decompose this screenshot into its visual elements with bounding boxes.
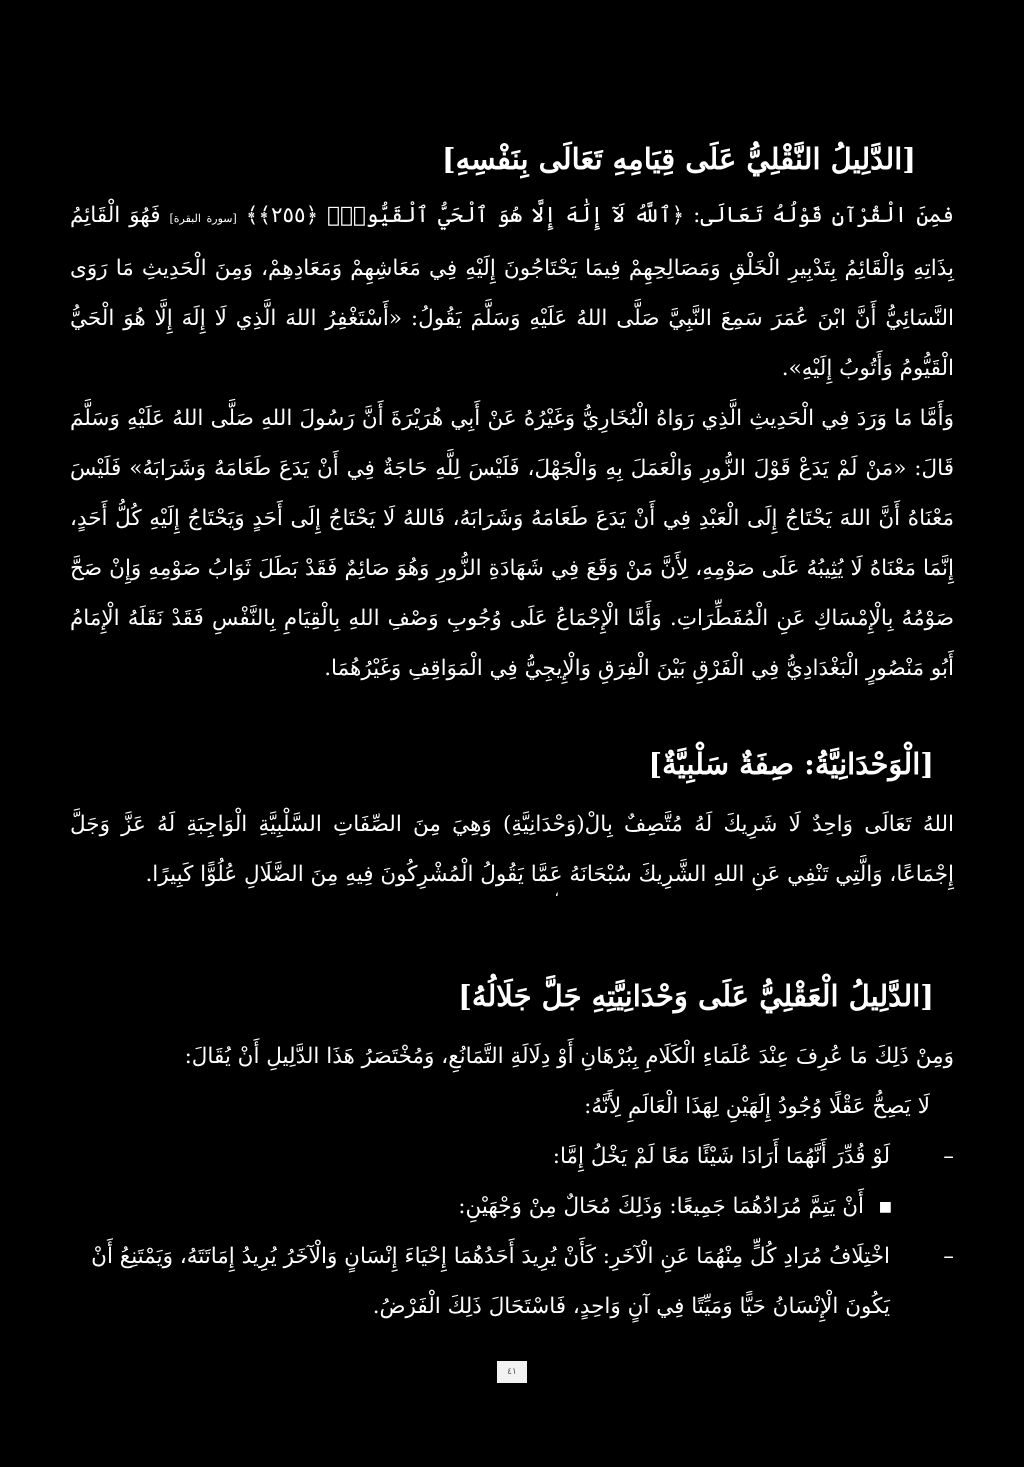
list-item-text: أَنْ يَتِمَّ مُرَادُهُمَا جَمِيعًا: وَذَلِكَ مُحَالٌ مِنْ وَجْهَيْنِ: bbox=[458, 1194, 864, 1219]
list-item bbox=[70, 1132, 954, 1182]
argument-list bbox=[70, 1132, 954, 1332]
section-heading-wahdaniyya: [الْوَحْدَانِيَّةُ: صِفَةٌ سَلْبِيَّةٌ] bbox=[648, 747, 934, 781]
paragraph-continuation: فَهُوَ الْقَائِمُ بِذَاتِهِ وَالْقَائِمُ بِتَدْبِيرِ الْخَلْقِ وَمَصَالِحِهِمْ فِيمَا يَحْتَاجُونَ إِلَيْهِ فِي مَعَاشِهِمْ وَمَعَادِهِمْ، وَمِنَ الْحَدِيثِ مَا رَوَى النَّسَائِيُّ أَنَّ ابْنَ عُمَرَ سَمِعَ النَّبِيَّ صَلَّى اللهُ عَلَيْهِ وَسَلَّمَ يَقُولُ: «أَسْتَغْفِرُ اللهَ الَّذِي لَا إِلَهَ إِلَّا هُوَ الْحَيُّ الْقَيُّومُ وَأَتُوبُ إِلَيْهِ». bbox=[70, 203, 954, 381]
square-bullet-icon: ■ bbox=[878, 1199, 892, 1215]
list-item bbox=[70, 1182, 954, 1232]
section-heading-rational-evidence: [الدَّلِيلُ الْعَقْلِيُّ عَلَى وَحْدَانِيَّتِهِ جَلَّ جَلَالُهُ] bbox=[458, 979, 934, 1013]
quran-verse-text: فمِنَ الْقُرْآنِ قَوْلُهُ تَعَالَى: ﴿ٱللَّهُ لَآ إِلَٰهَ إِلَّا هُوَ ٱلْحَيُّ ٱلْقَيُّومُۚ ﴿٢٥٥﴾﴾ bbox=[245, 203, 954, 228]
paragraph-wahdaniyya: اللهُ تَعَالَى وَاحِدٌ لَا شَرِيكَ لَهُ مُتَّصِفٌ بِالْ(وَحْدَانِيَّةِ) وَهِيَ مِنَ الصِّفَاتِ السَّلْبِيَّةِ الْوَاجِبَةِ لَهُ عَزَّ وَجَلَّ إِجْمَاعًا، وَالَّتِي تَنْفِي عَنِ اللهِ الشَّرِيكَ سُبْحَانَهُ عَمَّا يَقُولُ الْمُشْرِكُونَ فِيهِ مِنَ الضَّلَالِ عُلُوًّا كَبِيرًا. bbox=[70, 812, 954, 887]
section-heading-qiyam: [الدَّلِيلُ النَّقْلِيُّ عَلَى قِيَامِهِ تَعَالَى بِنَفْسِهِ] bbox=[441, 142, 916, 176]
dash-bullet-icon: – bbox=[943, 1144, 954, 1169]
stray-mark: ، bbox=[554, 884, 559, 900]
page-content bbox=[70, 135, 954, 1332]
list-item-text: اخْتِلَافُ مُرَادِ كُلٍّ مِنْهُمَا عَنِ الْآخَرِ: كَأَنْ يُرِيدَ أَحَدُهُمَا إِحْيَاءَ إِنْسَانٍ وَالْآخَرُ يُرِيدُ إِمَاتَتَهُ، وَيَمْتَنِعُ أَنْ يَكُونَ الْإِنْسَانُ حَيًّا وَمَيِّتًا فِي آنٍ وَاحِدٍ، فَاسْتَحَالَ ذَلِكَ الْفَرْضُ. bbox=[91, 1244, 890, 1319]
paragraph-quran-evidence bbox=[70, 191, 954, 394]
paragraph-tamanu-claim: لَا يَصِحُّ عَقْلًا وُجُودُ إِلَهَيْنِ لِهَذَا الْعَالَمِ لِأَنَّهُ: bbox=[584, 1094, 930, 1119]
list-item bbox=[70, 1232, 954, 1332]
dash-bullet-icon: – bbox=[943, 1244, 954, 1269]
page-number-badge: ٤١ bbox=[497, 1361, 527, 1383]
paragraph-tamanu-intro: وَمِنْ ذَلِكَ مَا عُرِفَ عِنْدَ عُلَمَاءِ الْكَلَامِ بِبُرْهَانِ أَوْ دِلَالَةِ التَّمَانُعِ، وَمُخْتَصَرُ هَذَا الدَّلِيلِ أَنْ يُقَالَ: bbox=[184, 1044, 954, 1069]
list-item-text: لَوْ قُدِّرَ أَنَّهُمَا أَرَادَا شَيْئًا مَعًا لَمْ يَخْلُ إِمَّا: bbox=[552, 1144, 890, 1169]
paragraph-hadith-explanation: وَأَمَّا مَا وَرَدَ فِي الْحَدِيثِ الَّذِي رَوَاهُ الْبُخَارِيُّ وَغَيْرُهُ عَنْ أَبِي هُرَيْرَةَ أَنَّ رَسُولَ اللهِ صَلَّى اللهُ عَلَيْهِ وَسَلَّمَ قَالَ: «مَنْ لَمْ يَدَعْ قَوْلَ الزُّورِ وَالْعَمَلَ بِهِ وَالْجَهْلَ، فَلَيْسَ لِلَّهِ حَاجَةٌ فِي أَنْ يَدَعَ طَعَامَهُ وَشَرَابَهُ» فَلَيْسَ مَعْنَاهُ أَنَّ اللهَ يَحْتَاجُ إِلَى الْعَبْدِ فِي أَنْ يَدَعَ طَعَامَهُ وَشَرَابَهُ، فَاللهُ لَا يَحْتَاجُ إِلَى أَحَدٍ وَيَحْتَاجُ إِلَيْهِ كُلُّ أَحَدٍ، إِنَّمَا مَعْنَاهُ لَا يُثِيبُهُ عَلَى صَوْمِهِ، لِأَنَّ مَنْ وَقَعَ فِي شَهَادَةِ الزُّورِ وَهُوَ صَائِمٌ فَقَدْ بَطَلَ ثَوَابُ صَوْمِهِ وَإِنْ صَحَّ صَوْمُهُ بِالْإِمْسَاكِ عَنِ الْمُفَطِّرَاتِ. وَأَمَّا الْإِجْمَاعُ عَلَى وُجُوبِ وَصْفِ اللهِ بِالْقِيَامِ بِالنَّفْسِ فَقَدْ نَقَلَهُ الْإِمَامُ أَبُو مَنْصُورٍ الْبَغْدَادِيُّ فِي الْفَرْقِ بَيْنَ الْفِرَقِ وَالْإِيجِيُّ فِي الْمَوَاقِفِ وَغَيْرُهُمَا. bbox=[70, 406, 954, 681]
quran-reference: [سورة البقرة] bbox=[169, 212, 237, 225]
